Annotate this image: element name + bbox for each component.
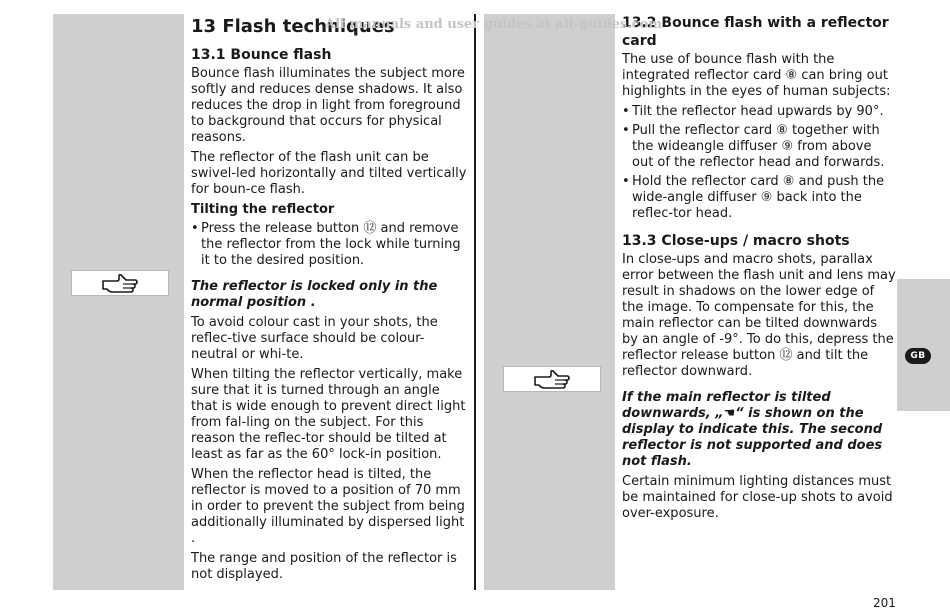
section-heading-bounce-flash: 13.1 Bounce flash <box>191 47 332 63</box>
right-margin-bar <box>484 14 615 590</box>
list-item: • Press the release button ⑫ and remove the reflector from the lock while turning it to the desired position. <box>191 221 467 269</box>
column-divider <box>474 14 476 590</box>
paragraph: When the reflector head is tilted, the reflector is moved to a position of 70 mm in order to prevent the subject from being additionally illuminated by dispersed light . <box>191 467 465 546</box>
note-marker-right <box>503 366 601 392</box>
paragraph: Bounce flash illuminates the subject more softly and reduces dense shadows. It also reduces the drop in light from foreground to background that occurs for physical reasons. <box>191 66 465 145</box>
section-heading-reflector-card: 13.2 Bounce flash with a reflector card <box>622 15 889 49</box>
list-item: • Pull the reflector card ⑧ together with the wideangle diffuser ⑨ from above out of the reflector head and forwards. <box>622 123 896 171</box>
note-marker-left <box>71 270 169 296</box>
page-title: 13 Flash techniques <box>191 16 395 37</box>
list-item: • Tilt the reflector head upwards by 90°. <box>622 104 896 120</box>
pointing-hand-icon <box>531 368 573 390</box>
pointing-hand-icon <box>99 272 141 294</box>
paragraph: The reflector of the flash unit can be swivel-led horizontally and tilted vertically for boun-ce flash. <box>191 150 467 197</box>
left-column <box>191 14 467 587</box>
paragraph: When tilting the reflector vertically, make sure that it is turned through an angle that is wide enough to prevent direct light from fal-ling on the subject. For this reason the reflec-tor should be tilted at least as far as the 60° lock-in position. <box>191 367 466 462</box>
paragraph: In close-ups and macro shots, parallax error between the flash unit and lens may result in shadows on the lower edge of the image. To compensate for this, the main reflector can be tilted downwards by an angle of -9°. To do this, depress the reflector release button ⑫ and tilt the reflector downward. <box>622 252 896 379</box>
paragraph: The use of bounce flash with the integrated reflector card ⑧ can bring out highlights in the eyes of human subjects: <box>622 52 891 99</box>
left-margin-bar <box>53 14 184 590</box>
paragraph: Certain minimum lighting distances must be maintained for close-up shots to avoid over-exposure. <box>622 474 893 521</box>
paragraph: To avoid colour cast in your shots, the reflec-tive surface should be colour-neutral or whi-te. <box>191 315 438 362</box>
note-text: If the main reflector is tilted downwards, „☚“ is shown on the display to indicate this. The second reflector is not supported and does not flash. <box>622 390 883 469</box>
paragraph: The range and position of the reflector is not displayed. <box>191 551 457 582</box>
bullet-list <box>191 221 467 269</box>
language-badge: GB <box>905 348 931 364</box>
section-heading-macro: 13.3 Close-ups / macro shots <box>622 233 850 249</box>
right-column <box>622 14 896 526</box>
note-text: The reflector is locked only in the normal position . <box>191 279 438 310</box>
page-number: 201 <box>873 596 896 610</box>
bullet-list <box>622 104 896 222</box>
subheading-tilting: Tilting the reflector <box>191 202 335 217</box>
language-tab <box>897 279 950 411</box>
list-item: • Hold the reflector card ⑧ and push the wide-angle diffuser ⑨ back into the reflec-tor head. <box>622 174 896 222</box>
watermark: All manuals and user guides at all-guides.com <box>325 17 663 32</box>
